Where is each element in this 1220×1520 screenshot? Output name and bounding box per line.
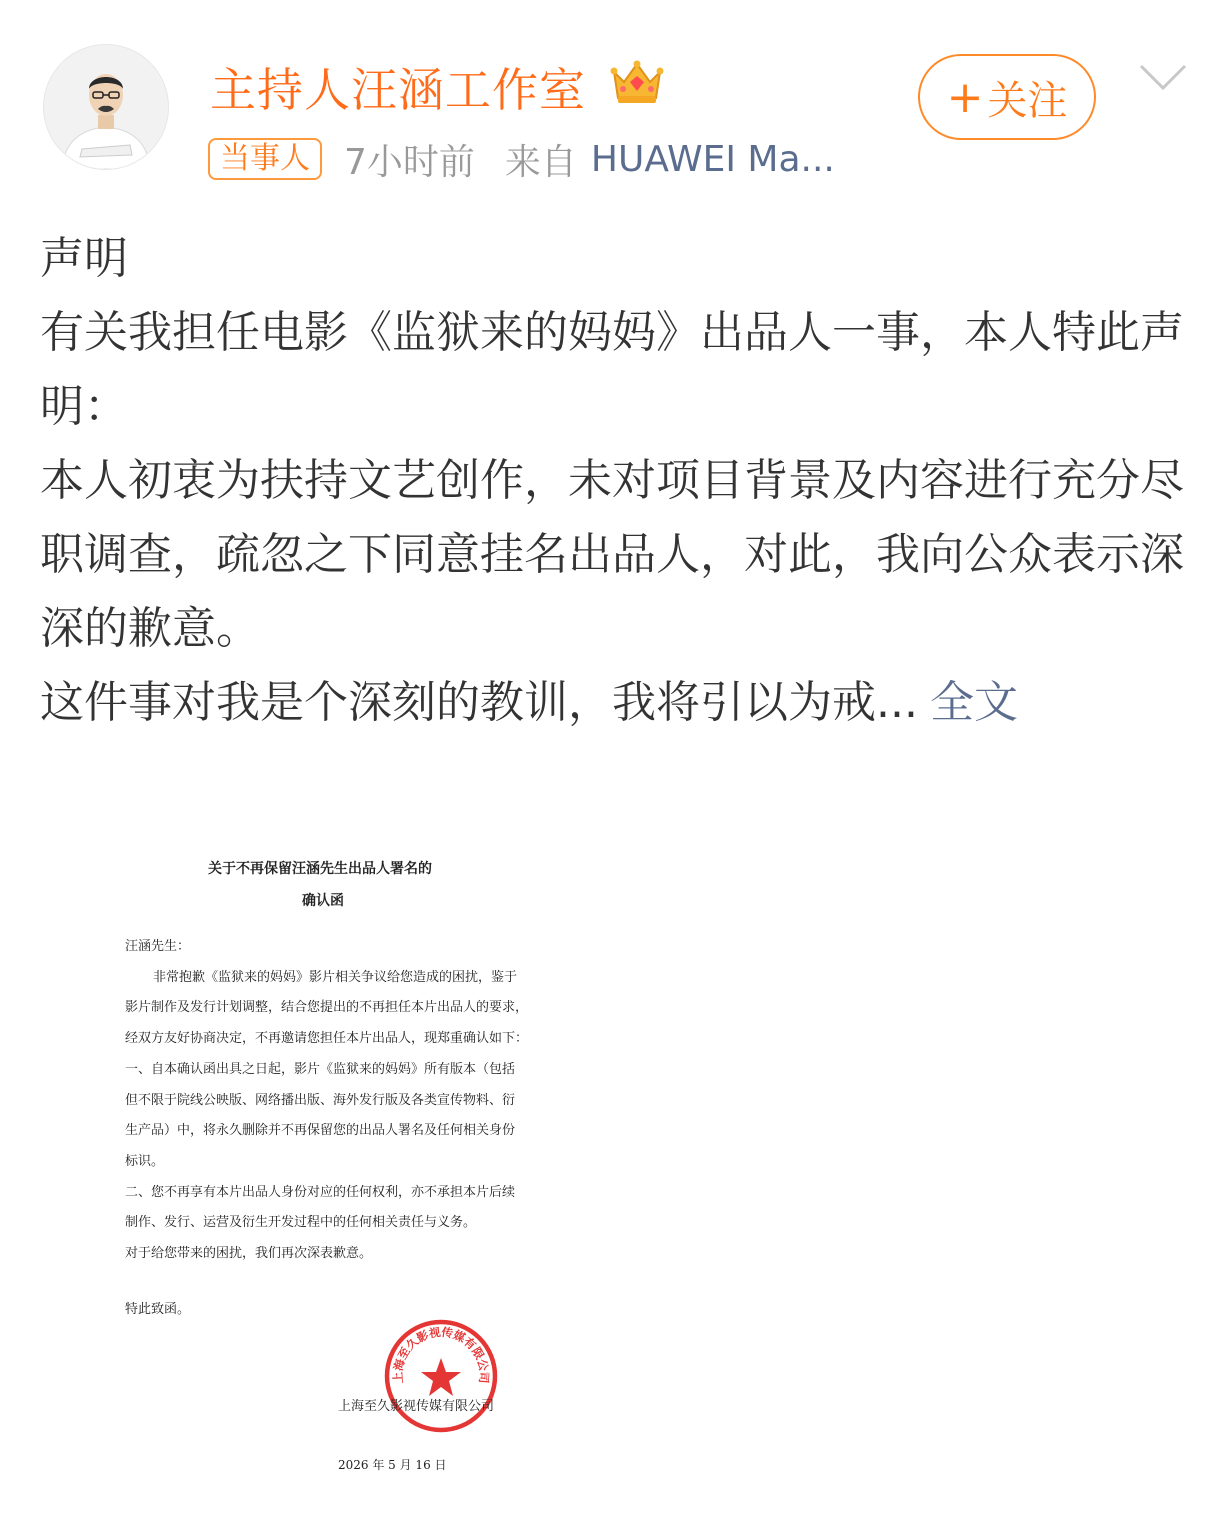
document-title: 关于不再保留汪涵先生出品人署名的 xyxy=(208,861,432,877)
document-line: 生产品）中，将永久删除并不再保留您的出品人署名及任何相关身份 xyxy=(125,1123,516,1139)
document-line: 对于给您带来的困扰，我们再次深表歉意。 xyxy=(125,1246,373,1262)
document-body xyxy=(125,932,529,1270)
post-line: 本人初衷为扶持文艺创作，未对项目背景及内容进行充分尽职调查，疏忽之下同意挂名出品人，对此，我向公众表示深深的歉意。 xyxy=(40,455,1184,654)
document-line: 非常抱歉《监狱来的妈妈》影片相关争议给您造成的困扰，鉴于 xyxy=(153,969,518,985)
seal-text: 上海至久影视传媒有限公司 xyxy=(390,1324,492,1384)
document-line: 制作、发行、运营及衍生开发过程中的任何相关责任与义务。 xyxy=(125,1215,477,1231)
crown-icon[interactable] xyxy=(610,58,664,106)
company-seal xyxy=(383,1318,499,1434)
document-line: 二、您不再享有本片出品人身份对应的任何权利，亦不承担本片后续 xyxy=(125,1184,516,1200)
avatar[interactable] xyxy=(43,44,169,170)
document-date: 2026 年 5 月 16 日 xyxy=(338,1458,447,1472)
username[interactable]: 主持人汪涵工作室 xyxy=(210,63,586,117)
follow-button[interactable] xyxy=(918,54,1096,140)
source-device[interactable]: HUAWEI Ma... xyxy=(590,138,835,180)
post-line-text: 这件事对我是个深刻的教训，我将引以为戒... xyxy=(40,677,918,728)
full-text-link[interactable]: 全文 xyxy=(929,677,1018,728)
document-subtitle: 确认函 xyxy=(302,893,344,909)
status-badge: 当事人 xyxy=(208,138,322,180)
post-line: 声明 xyxy=(40,233,128,284)
post-line: 有关我担任电影《监狱来的妈妈》出品人一事，本人特此声明： xyxy=(40,307,1184,432)
post-meta xyxy=(208,137,835,181)
document-line: 但不限于院线公映版、网络播出版、海外发行版及各类宣传物料、衍 xyxy=(125,1092,516,1108)
document-salutation: 汪涵先生： xyxy=(125,939,191,954)
plus-icon: + xyxy=(946,71,984,123)
document-line: 标识。 xyxy=(125,1153,165,1169)
document-closing: 特此致函。 xyxy=(125,1302,191,1317)
document-line: 经双方友好协商决定，不再邀请您担任本片出品人，现郑重确认如下： xyxy=(125,1031,529,1047)
source-label: 来自 xyxy=(504,141,577,183)
attached-image-document[interactable] xyxy=(0,820,620,1500)
document-company: 上海至久影视传媒有限公司 xyxy=(338,1399,495,1414)
follow-label: 关注 xyxy=(987,77,1068,124)
chevron-down-icon[interactable] xyxy=(1138,62,1188,92)
avatar-portrait xyxy=(44,45,168,169)
document-line: 一、自本确认函出具之日起，影片《监狱来的妈妈》所有版本（包括 xyxy=(125,1061,516,1077)
document-line: 影片制作及发行计划调整，结合您提出的不再担任本片出品人的要求， xyxy=(125,1000,529,1016)
post-time: 7小时前 xyxy=(344,141,475,183)
post-line-last xyxy=(40,666,1190,740)
post-content xyxy=(40,222,1190,740)
